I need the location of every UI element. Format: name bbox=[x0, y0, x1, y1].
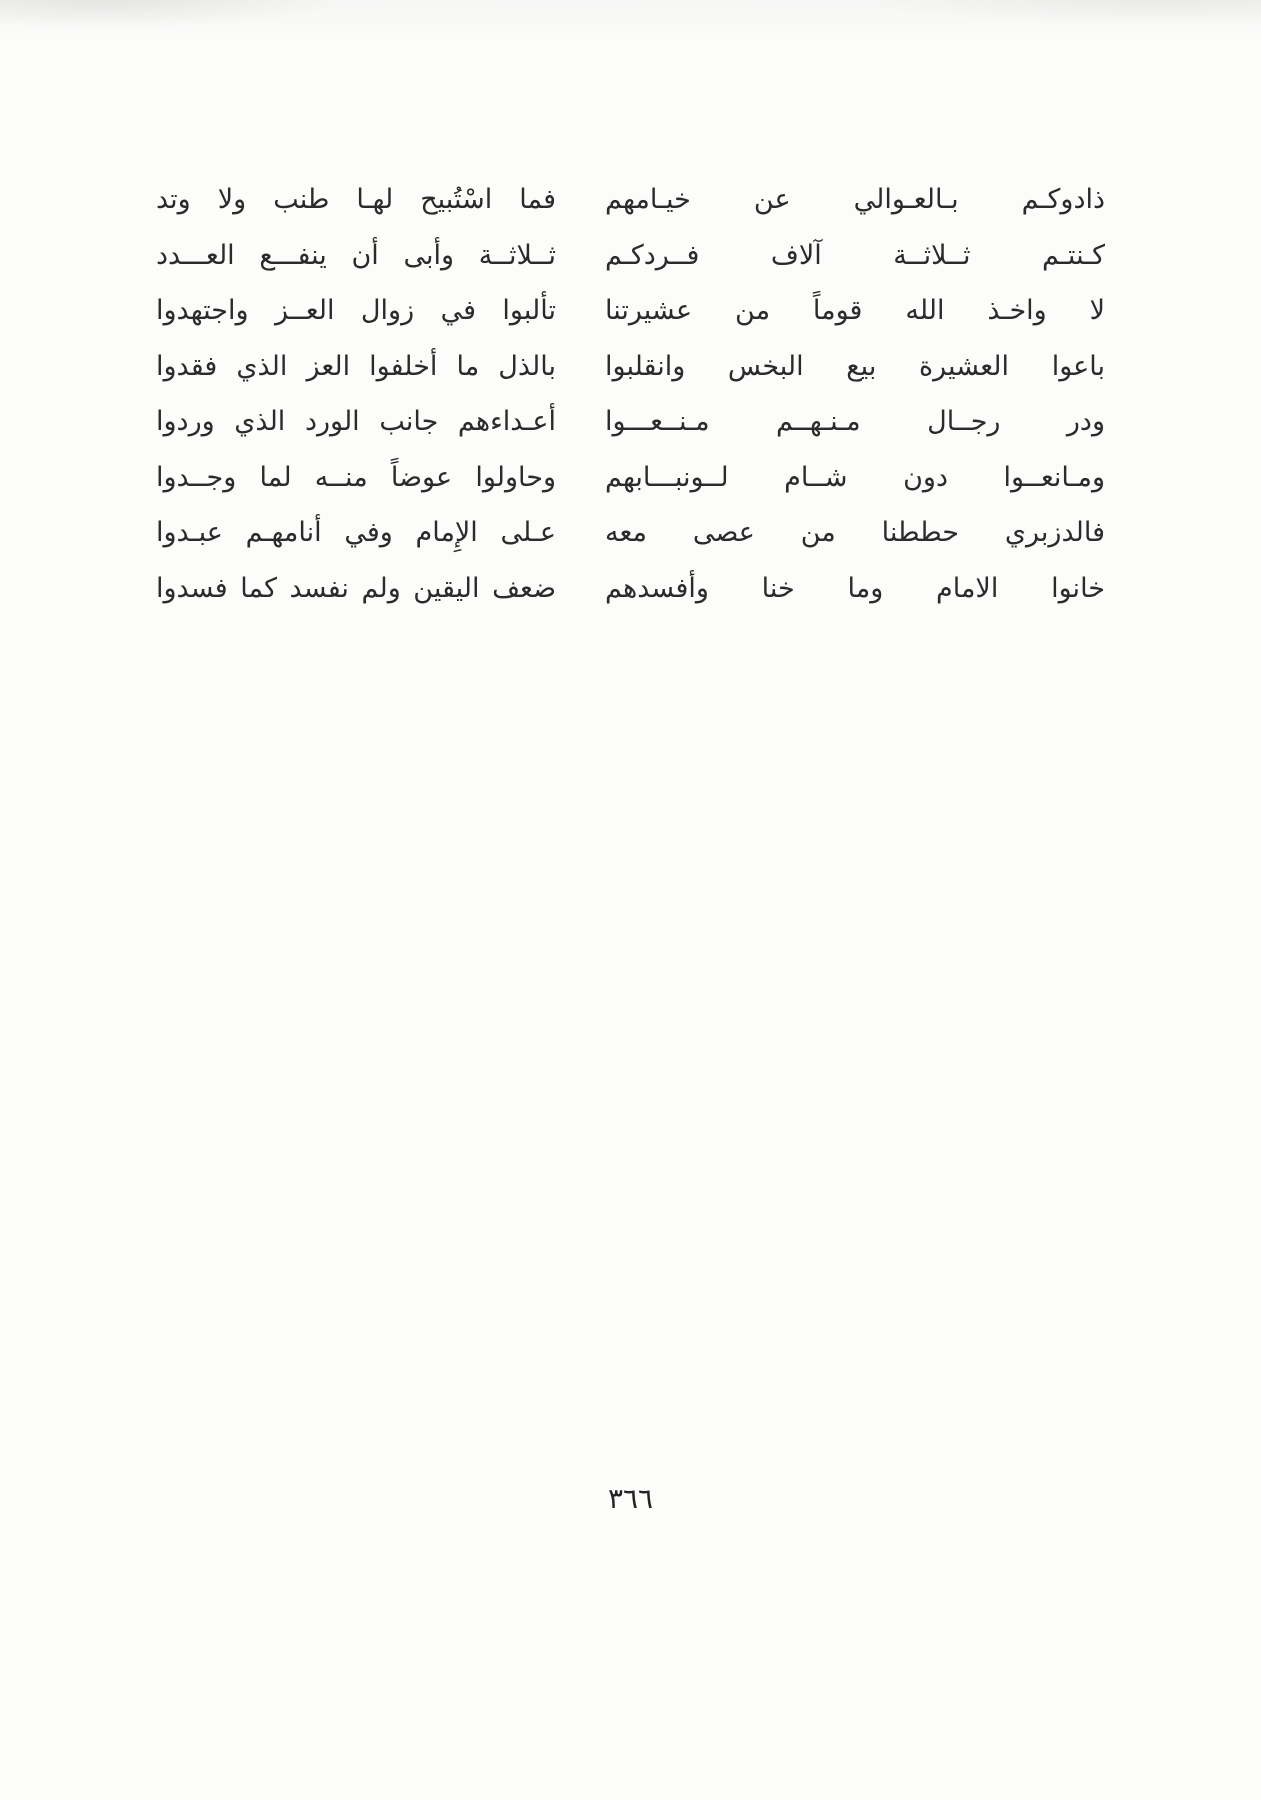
verse-row bbox=[156, 339, 1105, 395]
hemistich-right: ومـانعــوا دون شــام لــونبـــابهم bbox=[605, 461, 1105, 493]
hemistich-right: ذادوكـم بـالعـوالي عن خيـامهم bbox=[605, 184, 1105, 215]
scan-shading bbox=[0, 0, 1261, 70]
hemistich-right: باعوا العشيرة بيع البخس وانقلبوا bbox=[605, 350, 1105, 382]
hemistich-left: عـلى الإِمام وفي أنامهـم عبـدوا bbox=[156, 517, 556, 548]
verse-row bbox=[156, 228, 1105, 284]
page-number: ٣٦٦ bbox=[607, 1482, 654, 1515]
hemistich-right: خانوا الامام وما خنا وأفسدهم bbox=[605, 572, 1105, 604]
verse-row bbox=[156, 561, 1105, 617]
hemistich-left: ضعف اليقين ولم نفسد كما فسدوا bbox=[156, 572, 556, 604]
verse-row bbox=[156, 505, 1105, 561]
hemistich-left: وحاولوا عوضاً منــه لما وجــدوا bbox=[156, 461, 556, 493]
hemistich-right: ودر رجــال مـنـهــم مـنــعـــوا bbox=[605, 406, 1105, 437]
verse-row bbox=[156, 172, 1105, 228]
hemistich-right: فالدزبري حططنا من عصى معه bbox=[605, 517, 1105, 548]
hemistich-left: تألبوا في زوال العــز واجتهدوا bbox=[156, 295, 556, 326]
verse-row bbox=[156, 283, 1105, 339]
hemistich-left: أعـداءهم جانب الورد الذي وردوا bbox=[156, 406, 556, 437]
hemistich-left: فما اسْتُبيح لهـا طنب ولا وتد bbox=[156, 184, 556, 215]
hemistich-left: ثــلاثــة وأبى أن ينفـــع العـــدد bbox=[156, 239, 556, 271]
verse-row bbox=[156, 394, 1105, 450]
verse-row bbox=[156, 450, 1105, 506]
hemistich-right: لا واخـذ الله قوماً من عشيرتنا bbox=[605, 295, 1105, 326]
hemistich-right: كـنتـم ثــلاثــة آلاف فــردكـم bbox=[605, 239, 1105, 271]
hemistich-left: بالذل ما أخلفوا العز الذي فقدوا bbox=[156, 350, 556, 382]
poem-block bbox=[156, 172, 1105, 616]
